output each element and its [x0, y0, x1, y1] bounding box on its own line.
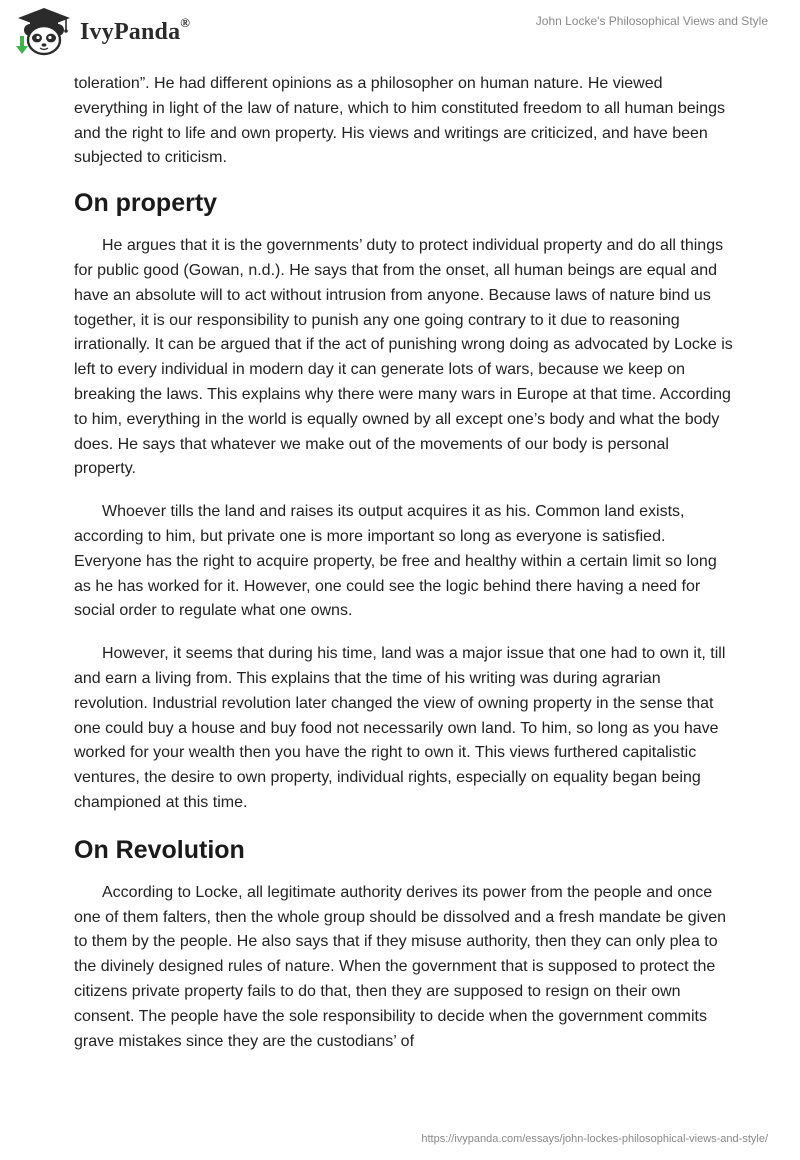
section-heading-property: On property	[74, 189, 218, 218]
paragraph: According to Locke, all legitimate authority derives its power from the people and once one of them falters, then the whole group should be dissolved and a fresh mandate be given to them by the people. He also says that if they misuse authority, then they can only plea to the divinely designed rules of nature. When the government that is supposed to protect the citizens private property fails to do that, then they are supposed to resign on their own consent. The people have the sole responsibility to decide when the government commits grave mistakes since they are the custodians’ of	[74, 883, 726, 1050]
brand-text: IvyPanda	[80, 19, 181, 45]
essay-body	[74, 72, 734, 1072]
panda-logo-icon[interactable]	[14, 6, 74, 58]
paragraph: However, it seems that during his time, land was a major issue that one had to own it, till and earn a living from. This explains that the time of his writing was during agrarian revolution. Industrial revolution later changed the view of owning property in the sense that one could buy a house and buy food not necessarily own land. To him, so long as you have worked for your wealth then you have the right to own it. This views furthered capitalistic ventures, the desire to own property, individual rights, especially on equality began being championed at this time.	[74, 645, 726, 811]
brand-name[interactable]	[80, 15, 191, 46]
source-url[interactable]: https://ivypanda.com/essays/john-lockes-philosophical-views-and-style/	[421, 1133, 768, 1145]
intro-paragraph: toleration”. He had different opinions as a philosopher on human nature. He viewed everything in light of the law of nature, which to him constituted freedom to all human beings and the right to life and own property. His views and writings are criticized, and have been subjected to criticism.	[74, 75, 726, 167]
page-header	[0, 0, 800, 70]
paragraph: He argues that it is the governments’ duty to protect individual property and do all things for public good (Gowan, n.d.). He says that from the onset, all human beings are equal and have an absolute will to act without intrusion from anyone. Because laws of nature bind us together, it is our responsibility to punish any one going contrary to it due to reasoning irrationally. It can be argued that if the act of punishing wrong doing as advocated by Locke is left to every individual in modern day it can generate lots of wars, because we keep on breaking the laws. This explains why there were many wars in Europe at that time. According to him, everything in the world is equally owned by all except one’s body and what the body does. He says that whatever we make out of the movements of our body is personal property.	[74, 237, 733, 478]
document-title: John Locke's Philosophical Views and Style	[535, 14, 768, 28]
section-heading-revolution: On Revolution	[74, 835, 245, 864]
registered-mark: ®	[180, 15, 191, 30]
paragraph: Whoever tills the land and raises its output acquires it as his. Common land exists, according to him, but private one is more important so long as everyone is satisfied. Everyone has the right to acquire property, be free and healthy within a certain limit so long as he has worked for it. However, one could see the logic behind there having a need for social order to regulate what one owns.	[74, 503, 717, 620]
